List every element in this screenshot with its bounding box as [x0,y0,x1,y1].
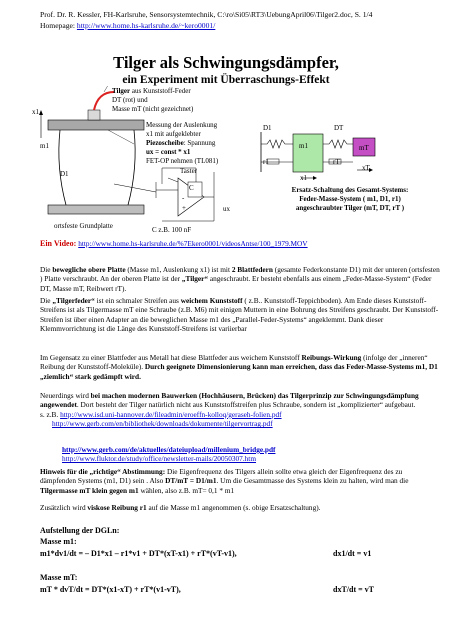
label-fet: FET-OP nehmen (TL081) [146,157,219,165]
label-minus: - [182,194,185,202]
video-link[interactable]: http://www.home.hs-karlsruhe.de/%7Ekero0001/videosAntse/100_1979.MOV [78,239,308,248]
paragraph-6: Zusätzlich wird viskose Reibung r1 auf die Masse m1 angenommen (s. obige Ersatzschaltung). [40,503,321,512]
label-m1-left: m1 [40,142,49,150]
tilger-pointer [104,86,110,92]
label-rt: rT [333,158,340,166]
homepage-label: Homepage: [40,21,76,30]
label-mt: mT [359,144,369,152]
paragraph-4: Neuerdings wird bei machen modernen Bauwerken (Hochhäusern, Brücken) das Tilgerprinzip zur Schwingungsdämpfung angewendet. Dort besteht der Tilger natürlich nicht aus Kunststoffstreifen plus Schraube, sondern ist „komplizierter“ aufgebaut. s. z.B. http://www.isd.uni-hannover.de/fileadmin/eroeffn-kolloq/geraseh-folien.pdf http://www.gerb.com/en/bibliothek/downloads/dokumente/tilgervortrag.pdf [40,391,419,429]
label-d1-right: D1 [263,124,272,132]
label-c: C [189,184,194,192]
tilger-clamp [88,110,100,120]
label-x1-left: x1 [32,108,39,116]
link-fluktor[interactable]: http://www.fluktor.de/study/office/newsletter-mails/20050307.htm [62,454,257,464]
equivalent-circuit-diagram [257,126,447,186]
homepage-link[interactable]: http://www.home.hs-karlsruhe.de/~kero0001/ [76,21,216,30]
mass-mt-heading: Masse mT: [40,573,78,582]
leaf-spring-left [59,130,66,205]
label-piezo: Piezoscheibe: Spannung [146,139,216,147]
label-messung2: x1 mit aufgeklebter [146,130,201,138]
page-subtitle: ein Experiment mit Überraschungs-Effekt [122,74,330,86]
equation-m1: m1*dv1/dt = – D1*x1 – r1*v1 + DT*(xT-x1) + rT*(vT-v1), [40,549,237,558]
upper-plate [48,120,144,130]
circuit-caption-3: angeschraubter Tilger (mT, DT, rT ) [295,204,405,212]
label-dt-right: DT [334,124,344,132]
paragraph-5: Hinweis für die „richtige“ Abstimmung: Die Eigenfrequenz des Tilgers allein sollte etwa gleich der Eigenfrequenz des zu dämpfenden Systems (m1, D1) sein . Also DT/mT = D1/m1. Um die Gesamtmasse des Systems klein zu halten, wird man die Tilgermasse mT klein gegen m1 wählen, also z.B. mT= 0,1 * m1 [40,467,409,495]
base-plate [48,205,144,214]
tilger-spring [94,92,114,110]
label-xt: xT [362,164,370,172]
paragraph-2: Die „Tilgerfeder“ ist ein schmaler Streifen aus weichem Kunststoff ( z.B.. Kunststoff-Teppichboden). Am Ende dieses Kunststoff-Streifens ist als Tilgermasse mT eine Schraube (z.B. M6) mit einigen Muttern in eine Bohrung des Streifens geschraubt. Der Kunststoff-Streifen ist über einen Adapter an die beweglichen Masse m1 des „Parallel-Feder-Systems“ angeklemmt. Dank dieser Klemmvorrichtung ist die Länge des Kunststoff-Streifens ist variierbar [40,296,439,334]
paragraph-1: Die bewegliche obere Platte (Masse m1, Auslenkung x1) ist mit 2 Blattfedern (gesamte Federkonstante D1) mit der unteren (ortsfesten ) Platte verschraubt. An der oberen Platte ist der „Tilger“ angeschraubt. Er besteht ebenfalls aus einem „Feder-Masse-System“ (Feder DT, Masse mT, Reibwert rT). [40,265,440,293]
page-title: Tilger als Schwingungsdämpfer, [113,53,339,72]
label-capacitor: C z.B. 100 nF [152,226,192,234]
label-d1-left: D1 [60,170,69,178]
mass-m1 [293,134,323,172]
spring-d1 [261,140,293,148]
equation-m1-rhs: dx1/dt = v1 [333,549,372,558]
circuit-caption-2: Feder-Masse-System ( m1, D1, r1) [299,195,401,203]
signal-wire [114,184,156,192]
label-r1: r1 [263,158,269,166]
label-grundplatte: ortsfeste Grundplatte [54,222,113,230]
homepage-line [40,21,215,31]
label-ux: ux [223,205,230,213]
label-tilger: Tilger aus Kunststoff-Feder [112,87,191,95]
spring-dt [323,140,353,148]
equation-mt-rhs: dxT/dt = vT [333,585,375,594]
link-millenium-bridge[interactable]: http://www.gerb.com/de/aktuelles/dateiupload/millenium_bridge.pdf [62,445,276,454]
piezo-pointer [108,130,134,144]
link-gerb-tilgervortrag[interactable]: http://www.gerb.com/en/bibliothek/downloads/dokumente/tilgervortrag.pdf [52,419,273,429]
header-path: Prof. Dr. R. Kessler, FH-Karlsruhe, Sensorsystemtechnik, C:\ro\Si05\RT3\UebungApril06\Tilger2.doc, S. 1/4 [40,10,373,19]
label-m1-right: m1 [299,142,308,150]
label-taster: Taster [180,167,198,175]
video-line [40,239,308,248]
paragraph-3: Im Gegensatz zu einer Blattfeder aus Metall hat diese Blattfeder aus weichem Kunststoff Reibungs-Wirkung (infolge der „inneren“ Reibung der Kunststoff-Moleküle). Durch geeignete Dimensionierung kann man erreichen, dass das Feder-Masse-Systems m1, D1 „ziemlich“ stark gedämpft wird. [40,353,438,381]
label-mass: Masse mT (nicht gezeichnet) [112,105,194,113]
label-dt: DT (rot) und [112,96,148,104]
equation-mt: mT * dvT/dt = DT*(x1-xT) + rT*(v1-vT), [40,585,181,594]
links-block [62,445,442,464]
circuit-caption-1: Ersatz-Schaltung des Gesamt-Systems: [291,186,409,194]
label-plus: + [182,204,186,212]
mass-m1-heading: Masse m1: [40,537,77,546]
link-isd[interactable]: http://www.isd.uni-hannover.de/fileadmin/eroeffn-kolloq/geraseh-folien.pdf [60,409,282,419]
dgl-heading: Aufstellung der DGLn: [40,526,120,535]
label-ux-formula: ux = const * x1 [146,148,191,156]
label-x1-right: x1 [300,174,307,182]
label-messung1: Messung der Auslenkung [146,121,218,129]
video-label: Ein Video: [40,239,77,248]
